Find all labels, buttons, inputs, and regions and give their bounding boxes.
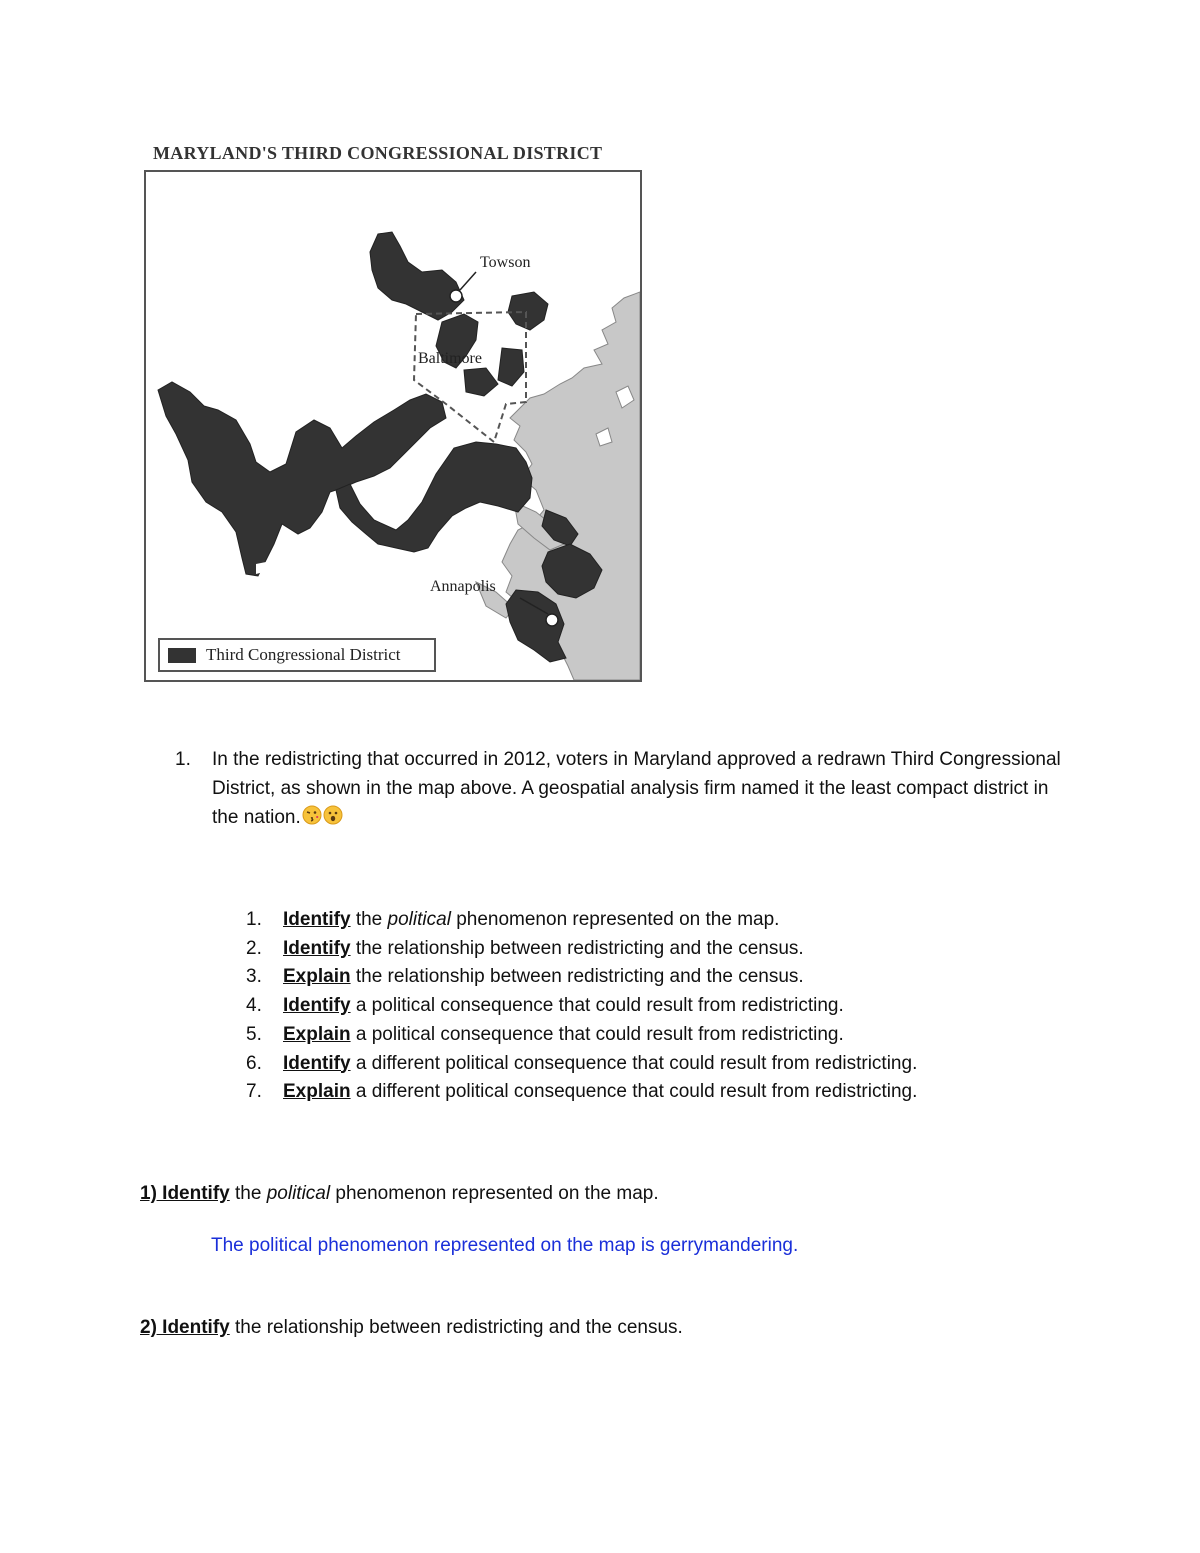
list-item: [246, 963, 917, 992]
question-intro: [175, 745, 1075, 834]
item-keyword: Explain: [283, 966, 351, 988]
item-number: 5.: [246, 1023, 262, 1045]
item-text: a different political consequence that could result from redistricting.: [350, 1081, 918, 1103]
item-text: a political consequence that could result from redistricting.: [350, 995, 844, 1017]
list-item: [246, 992, 917, 1021]
map-legend: [158, 638, 436, 672]
item-number: 7.: [246, 1081, 262, 1103]
map-title: MARYLAND'S THIRD CONGRESSIONAL DISTRICT: [153, 143, 603, 163]
item-text: phenomenon represented on the map.: [450, 909, 780, 930]
legend-label: Third Congressional District: [206, 645, 401, 664]
item-number: 2.: [246, 937, 262, 959]
item-keyword: Identify: [283, 909, 351, 930]
answer-1: The political phenomenon represented on the map is gerrymandering.: [211, 1235, 799, 1256]
question-1-heading: [140, 1183, 659, 1205]
list-item: [246, 1021, 917, 1050]
item-number: 3.: [246, 966, 262, 988]
intro-text: In the redistricting that occurred in 2012, voters in Maryland approved a redrawn Third Congressional District, as shown in the map above. A geospatial analysis firm named it the least compact district in the nation.: [212, 749, 1061, 828]
map-label-towson: Towson: [480, 254, 531, 271]
list-item: [246, 935, 917, 964]
q2-text: the relationship between redistricting and the census.: [229, 1317, 683, 1338]
item-keyword: Identify: [283, 1052, 351, 1074]
item-keyword: Identify: [283, 995, 351, 1017]
item-keyword: Identify: [283, 937, 351, 959]
q1-text: the: [229, 1183, 267, 1204]
map-label-annapolis: Annapolis: [430, 578, 496, 595]
kiss-emoji-icon: [302, 805, 322, 834]
item-keyword: Explain: [283, 1023, 351, 1045]
item-number: 1.: [246, 909, 262, 930]
item-text: the: [350, 909, 388, 930]
item-text: the relationship between redistricting and the census.: [350, 937, 804, 959]
q1-italic: political: [266, 1183, 331, 1204]
q1-keyword: 1) Identify: [140, 1183, 230, 1204]
item-text: the relationship between redistricting and the census.: [350, 966, 804, 988]
q2-keyword: 2) Identify: [140, 1317, 230, 1338]
item-keyword: Explain: [283, 1081, 351, 1103]
list-item: [246, 1078, 917, 1107]
district-map: [144, 170, 642, 682]
intro-number: 1.: [175, 749, 191, 770]
map-label-baltimore: Baltimore: [418, 350, 482, 367]
item-number: 6.: [246, 1052, 262, 1074]
legend-swatch: [168, 648, 196, 663]
q1-text: phenomenon represented on the map.: [330, 1183, 659, 1204]
question-2-heading: [140, 1317, 683, 1339]
list-item: [246, 1050, 917, 1079]
item-text: a political consequence that could result from redistricting.: [350, 1023, 844, 1045]
sub-question-list: [246, 906, 917, 1107]
item-italic: political: [387, 909, 451, 930]
list-item: [246, 906, 917, 935]
surprised-emoji-icon: [323, 805, 343, 834]
item-text: a different political consequence that could result from redistricting.: [350, 1052, 918, 1074]
map-graphic: [146, 172, 640, 680]
item-number: 4.: [246, 995, 262, 1017]
